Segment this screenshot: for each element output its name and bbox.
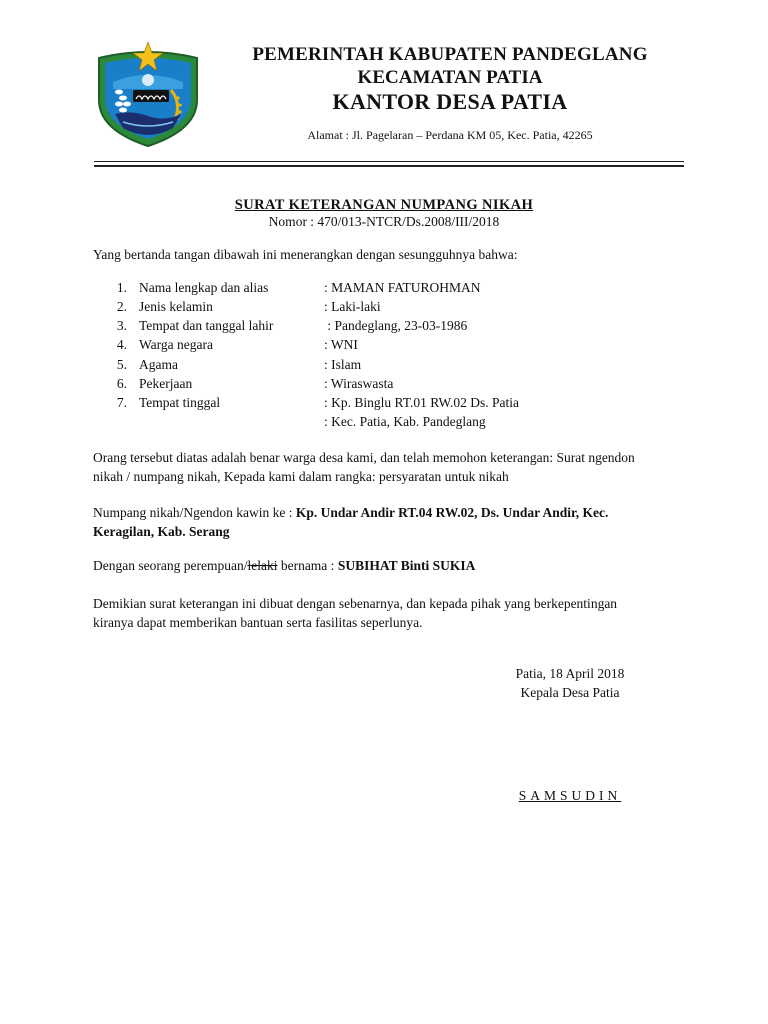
- item-number: 1.: [116, 280, 127, 295]
- destination-prefix: Numpang nikah/Ngendon kawin ke :: [93, 505, 296, 520]
- spouse-name: SUBIHAT Binti SUKIA: [337, 558, 476, 573]
- letterhead-divider-thick: [94, 165, 684, 167]
- letterhead-address: Alamat : Jl. Pagelaran – Perdana KM 05, Kec. Patia, 42265: [307, 128, 593, 142]
- paragraph-destination: [93, 503, 683, 522]
- item-number: 4.: [116, 337, 127, 352]
- paragraph-spouse: [93, 556, 683, 575]
- letterhead-office: KANTOR DESA PATIA: [332, 89, 568, 114]
- paragraph-closing-line1: Demikian surat keterangan ini dibuat dengan sebenarnya, dan kepada pihak yang berkepentingan: [93, 596, 618, 611]
- intro-statement: Yang bertanda tangan dibawah ini menerangkan dengan sesungguhnya bahwa:: [93, 247, 518, 262]
- item-label-residence: Tempat tinggal: [139, 395, 221, 410]
- item-number: 5.: [116, 357, 127, 372]
- item-value-citizenship: : WNI: [324, 337, 358, 352]
- signature-name: SAMSUDIN: [518, 788, 622, 803]
- document-title: SURAT KETERANGAN NUMPANG NIKAH: [234, 197, 534, 213]
- item-number: 6.: [116, 376, 127, 391]
- item-label-full-name: Nama lengkap dan alias: [139, 280, 269, 295]
- document-number: Nomor : 470/013-NTCR/Ds.2008/III/2018: [268, 214, 500, 229]
- struck-word: lelaki: [247, 558, 278, 573]
- item-label-religion: Agama: [139, 357, 178, 372]
- item-value-religion: : Islam: [324, 357, 362, 372]
- destination-address: Kp. Undar Andir RT.04 RW.02, Ds. Undar Andir, Kec.: [295, 505, 609, 520]
- item-value-gender: : Laki-laki: [324, 299, 381, 314]
- item-label-gender: Jenis kelamin: [139, 299, 213, 314]
- destination-address-continued: Keragilan, Kab. Serang: [93, 524, 230, 539]
- signature-place-date: Patia, 18 April 2018: [515, 666, 625, 681]
- signature-position: Kepala Desa Patia: [520, 685, 620, 700]
- item-label-birth: Tempat dan tanggal lahir: [139, 318, 274, 333]
- paragraph-closing-line2: kiranya dapat memberikan bantuan serta fasilitas seperlunya.: [93, 615, 423, 630]
- paragraph-request-line1: Orang tersebut diatas adalah benar warga desa kami, dan telah memohon keterangan: Surat ngendon: [93, 450, 635, 465]
- item-number: 2.: [116, 299, 127, 314]
- item-number: 7.: [116, 395, 127, 410]
- letterhead-district: KECAMATAN PATIA: [357, 67, 543, 88]
- spouse-prefix: Dengan seorang perempuan/: [93, 558, 248, 573]
- item-number: 3.: [116, 318, 127, 333]
- spouse-middle: bernama :: [277, 558, 338, 573]
- item-label-occupation: Pekerjaan: [139, 376, 193, 391]
- letterhead-government: PEMERINTAH KABUPATEN PANDEGLANG: [252, 44, 648, 65]
- item-label-citizenship: Warga negara: [139, 337, 213, 352]
- regency-emblem-logo: [93, 42, 203, 150]
- item-value-residence: : Kp. Binglu RT.01 RW.02 Ds. Patia: [324, 395, 519, 410]
- item-value-occupation: : Wiraswasta: [324, 376, 394, 391]
- paragraph-request-line2: nikah / numpang nikah, Kepada kami dalam rangka: persyaratan untuk nikah: [93, 469, 509, 484]
- item-value-full-name: : MAMAN FATUROHMAN: [324, 280, 481, 295]
- letterhead-divider: [94, 161, 684, 162]
- item-value-birth: : Pandeglang, 23-03-1986: [324, 318, 468, 333]
- item-value-residence-continued: : Kec. Patia, Kab. Pandeglang: [324, 414, 486, 429]
